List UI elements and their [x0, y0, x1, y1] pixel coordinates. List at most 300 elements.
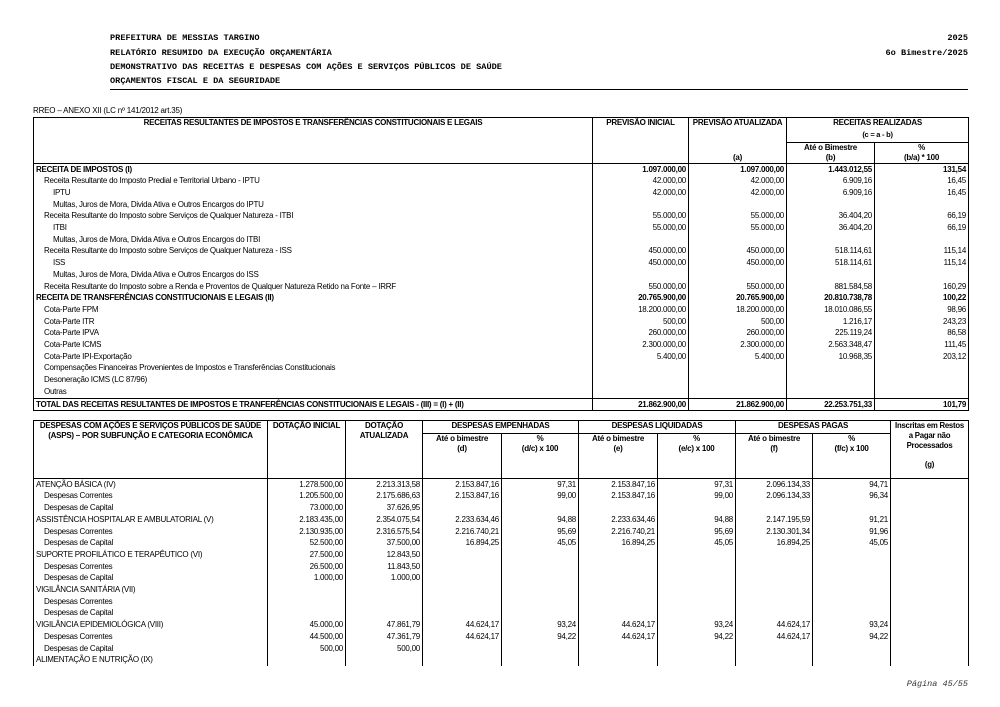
- liq-pct-header: [658, 433, 736, 478]
- table-row: [34, 607, 969, 619]
- table-row: [34, 526, 969, 538]
- row-label: RECEITA DE IMPOSTOS (I): [36, 164, 132, 174]
- row-value: 243,23: [875, 316, 969, 328]
- row-value: 518.114,61: [787, 257, 875, 269]
- row-value: 550.000,00: [593, 281, 689, 293]
- row-value: [423, 561, 502, 573]
- report-period: 6o Bimestre/2025: [885, 48, 968, 58]
- row-value: [891, 502, 969, 514]
- table-row: [34, 269, 969, 281]
- header-divider: [110, 89, 968, 90]
- row-value: 26.500,00: [268, 561, 346, 573]
- row-value: [891, 631, 969, 643]
- row-value: [658, 572, 736, 584]
- row-value: [593, 386, 689, 398]
- row-value: 16,45: [875, 175, 969, 187]
- row-value: 97,31: [658, 478, 736, 490]
- ate-bimestre-sub: (b): [825, 152, 836, 162]
- row-value: 500,00: [593, 316, 689, 328]
- row-value: [787, 362, 875, 374]
- row-value: 44.624,17: [423, 631, 502, 643]
- row-value: 99,00: [502, 490, 579, 502]
- row-value: 20.810.738,78: [787, 292, 875, 304]
- row-label: Despesas de Capital: [44, 608, 114, 618]
- row-value: [689, 269, 787, 281]
- row-value: 98,96: [875, 304, 969, 316]
- revenue-label-header-spacer: [34, 142, 593, 163]
- row-value: 16.894,25: [423, 537, 502, 549]
- revenue-label-header: RECEITAS RESULTANTES DE IMPOSTOS E TRANSFERÊNCIAS CONSTITUCIONAIS E LEGAIS: [143, 118, 483, 127]
- row-value: [891, 654, 969, 666]
- page-number: Página 45/55: [906, 679, 968, 689]
- row-value: 2.354.075,54: [346, 514, 423, 526]
- inscritas-label: Inscritas em Restos a Pagar não Processados: [895, 421, 964, 450]
- row-value: 94,22: [658, 631, 736, 643]
- row-value: [891, 584, 969, 596]
- row-value: 44.624,17: [736, 631, 813, 643]
- row-value: [875, 199, 969, 211]
- row-value: [346, 607, 423, 619]
- row-value: [593, 362, 689, 374]
- table-row: [34, 351, 969, 363]
- row-value: 111,45: [875, 339, 969, 351]
- row-value: 37.500,00: [346, 537, 423, 549]
- row-label: ALIMENTAÇÃO E NUTRIÇÃO (IX): [36, 655, 153, 665]
- row-value: 2.300.000,00: [593, 339, 689, 351]
- row-label: Despesas Correntes: [44, 596, 113, 606]
- row-value: [502, 502, 579, 514]
- row-value: 5.400,00: [593, 351, 689, 363]
- row-value: 94,88: [658, 514, 736, 526]
- row-value: [813, 572, 891, 584]
- row-value: [787, 269, 875, 281]
- table-row: [34, 292, 969, 304]
- row-value: 2.216.740,21: [579, 526, 658, 538]
- row-value: 20.765.900,00: [689, 292, 787, 304]
- row-label: Desoneração ICMS (LC 87/96): [44, 375, 148, 385]
- row-value: [502, 572, 579, 584]
- row-value: 500,00: [268, 643, 346, 655]
- row-value: 1.278.500,00: [268, 478, 346, 490]
- row-value: [658, 596, 736, 608]
- row-value: 44.624,17: [579, 619, 658, 631]
- row-value: 45,05: [658, 537, 736, 549]
- row-value: 2.153.847,16: [423, 490, 502, 502]
- table-row: [34, 316, 969, 328]
- row-value: 2.175.686,63: [346, 490, 423, 502]
- row-value: 91,21: [813, 514, 891, 526]
- row-value: [787, 374, 875, 386]
- row-value: [593, 234, 689, 246]
- table-row: [34, 514, 969, 526]
- row-value: 20.765.900,00: [593, 292, 689, 304]
- row-value: 55.000,00: [593, 210, 689, 222]
- row-value: 500,00: [689, 316, 787, 328]
- row-label: SUPORTE PROFILÁTICO E TERAPÊUTICO (VI): [36, 549, 203, 559]
- row-value: [502, 596, 579, 608]
- row-value: 18.200.000,00: [689, 304, 787, 316]
- row-value: 500,00: [346, 643, 423, 655]
- emp-ate-sub: (d): [457, 443, 467, 453]
- emp-ate-header: [423, 433, 502, 478]
- row-value: 160,29: [875, 281, 969, 293]
- row-value: 47.361,79: [346, 631, 423, 643]
- row-value: 5.400,00: [689, 351, 787, 363]
- pag-ate-sub: (f): [770, 443, 778, 453]
- row-value: 18.010.086,55: [787, 304, 875, 316]
- table-row: [34, 549, 969, 561]
- row-value: [423, 572, 502, 584]
- table-row: [34, 210, 969, 222]
- row-value: [891, 561, 969, 573]
- row-label: Despesas Correntes: [44, 526, 113, 536]
- row-label: ISS: [53, 258, 66, 268]
- row-value: 95,69: [658, 526, 736, 538]
- table-row: [34, 304, 969, 316]
- table-row: [34, 631, 969, 643]
- table-row: [34, 561, 969, 573]
- row-value: [423, 607, 502, 619]
- row-value: 45,05: [502, 537, 579, 549]
- row-value: 93,24: [658, 619, 736, 631]
- row-label: Despesas Correntes: [44, 631, 113, 641]
- row-value: [891, 537, 969, 549]
- row-value: [787, 199, 875, 211]
- realizadas-sub-header: (c = a - b): [787, 130, 969, 142]
- row-value: [579, 596, 658, 608]
- row-value: 94,71: [813, 478, 891, 490]
- row-label: Outras: [44, 386, 67, 396]
- row-value: [875, 234, 969, 246]
- row-value: [658, 549, 736, 561]
- realizadas-header: RECEITAS REALIZADAS: [787, 118, 969, 131]
- emp-pct-header: [502, 433, 579, 478]
- table-row: [34, 234, 969, 246]
- row-value: 21.862.900,00: [689, 398, 787, 411]
- row-value: 260.000,00: [593, 327, 689, 339]
- row-value: 36.404,20: [787, 222, 875, 234]
- row-value: [658, 607, 736, 619]
- row-label: Cota-Parte ITR: [44, 316, 95, 326]
- row-value: 94,88: [502, 514, 579, 526]
- row-value: 36.404,20: [787, 210, 875, 222]
- row-value: [891, 490, 969, 502]
- row-value: [787, 234, 875, 246]
- row-value: [579, 561, 658, 573]
- row-value: 73.000,00: [268, 502, 346, 514]
- row-value: [736, 596, 813, 608]
- report-year: 2025: [947, 33, 968, 43]
- pag-pct-label: %: [848, 433, 855, 443]
- row-value: [423, 643, 502, 655]
- row-value: 2.096.134,33: [736, 490, 813, 502]
- expense-label-header: DESPESAS COM AÇÕES E SERVIÇOS PÚBLICOS DE SAÚDE (ASPS) – POR SUBFUNÇÃO E CATEGORIA ECONÔMICA: [39, 421, 262, 440]
- row-value: 450.000,00: [593, 245, 689, 257]
- dot-atualizada-header: DOTAÇÃO ATUALIZADA: [346, 421, 423, 479]
- row-value: [502, 549, 579, 561]
- row-value: 16.894,25: [579, 537, 658, 549]
- table-row: [34, 281, 969, 293]
- table-row: [34, 654, 969, 666]
- row-value: [736, 502, 813, 514]
- row-label: Despesas Correntes: [44, 561, 113, 571]
- row-value: [891, 596, 969, 608]
- row-value: [736, 643, 813, 655]
- row-label: Despesas de Capital: [44, 503, 114, 513]
- row-value: 2.183.435,00: [268, 514, 346, 526]
- table-row: [34, 572, 969, 584]
- row-value: 27.500,00: [268, 549, 346, 561]
- row-value: 99,00: [658, 490, 736, 502]
- row-value: [813, 584, 891, 596]
- row-value: [891, 514, 969, 526]
- table-row: [34, 374, 969, 386]
- row-value: 94,22: [502, 631, 579, 643]
- annex-label: RREO – ANEXO XII (LC nº 141/2012 art.35): [33, 106, 183, 115]
- row-value: [736, 607, 813, 619]
- emp-pct-label: %: [536, 433, 544, 443]
- row-value: [658, 561, 736, 573]
- row-value: [813, 643, 891, 655]
- row-value: 16,45: [875, 187, 969, 199]
- table-row: [34, 619, 969, 631]
- row-value: [689, 386, 787, 398]
- ate-bimestre-header: [787, 142, 875, 163]
- table-row: [34, 537, 969, 549]
- liq-pct-sub: (e/c) x 100: [678, 443, 715, 453]
- row-value: 93,24: [813, 619, 891, 631]
- emp-ate-label: Até o bimestre: [435, 433, 489, 443]
- pag-pct-sub: (f/c) x 100: [834, 443, 869, 453]
- row-value: 1.000,00: [268, 572, 346, 584]
- row-value: 2.153.847,16: [579, 478, 658, 490]
- expense-table: [33, 420, 969, 666]
- row-value: 96,34: [813, 490, 891, 502]
- row-value: [579, 549, 658, 561]
- row-value: 44.624,17: [423, 619, 502, 631]
- row-value: [268, 607, 346, 619]
- municipality-name: PREFEITURA DE MESSIAS TARGINO: [110, 33, 260, 43]
- row-value: 131,54: [875, 163, 969, 175]
- row-value: 55.000,00: [593, 222, 689, 234]
- row-value: [593, 374, 689, 386]
- row-value: 6.909,16: [787, 187, 875, 199]
- row-value: [502, 643, 579, 655]
- pag-ate-label: Até o bimestre: [747, 433, 801, 443]
- row-label: Cota-Parte FPM: [44, 304, 99, 314]
- pct-label: %: [918, 142, 925, 152]
- row-value: [346, 596, 423, 608]
- table-row: [34, 187, 969, 199]
- row-value: 1.000,00: [346, 572, 423, 584]
- row-value: 2.300.000,00: [689, 339, 787, 351]
- row-value: [579, 607, 658, 619]
- row-value: 2.130.935,00: [268, 526, 346, 538]
- row-value: [891, 549, 969, 561]
- prev-atualizada-sub: (a): [689, 142, 787, 163]
- pct-sub: (b/a) * 100: [903, 152, 940, 162]
- row-value: [579, 643, 658, 655]
- row-value: 44.624,17: [736, 619, 813, 631]
- table-row: [34, 362, 969, 374]
- row-label: RECEITA DE TRANSFERÊNCIAS CONSTITUCIONAIS E LEGAIS (II): [36, 293, 274, 303]
- row-value: 550.000,00: [689, 281, 787, 293]
- row-label: IPTU: [53, 187, 71, 197]
- row-value: [891, 607, 969, 619]
- table-row: [34, 643, 969, 655]
- row-label: VIGILÂNCIA SANITÁRIA (VII): [36, 585, 136, 595]
- row-value: [813, 502, 891, 514]
- row-value: [875, 386, 969, 398]
- row-value: 225.119,24: [787, 327, 875, 339]
- row-label: TOTAL DAS RECEITAS RESULTANTES DE IMPOSTOS E TRANFERÊNCIAS CONSTITUCIONAIS E LEGAIS - (III) = (I) + (II): [36, 399, 464, 409]
- row-value: [689, 234, 787, 246]
- row-label: Cota-Parte ICMS: [44, 340, 102, 350]
- liq-ate-label: Até o bimestre: [591, 433, 645, 443]
- row-value: 55.000,00: [689, 210, 787, 222]
- table-row: [34, 245, 969, 257]
- row-label: Despesas de Capital: [44, 538, 114, 548]
- row-value: 97,31: [502, 478, 579, 490]
- row-value: 450.000,00: [689, 257, 787, 269]
- row-value: [268, 596, 346, 608]
- row-value: 2.096.134,33: [736, 478, 813, 490]
- row-label: Despesas de Capital: [44, 573, 114, 583]
- row-value: 2.147.195,59: [736, 514, 813, 526]
- row-value: [787, 386, 875, 398]
- row-value: 94,22: [813, 631, 891, 643]
- dot-inicial-header: DOTAÇÃO INICIAL: [268, 421, 346, 479]
- table-row: [34, 584, 969, 596]
- row-value: [736, 561, 813, 573]
- row-value: [502, 654, 579, 666]
- prev-atualizada-header: PREVISÃO ATUALIZADA: [689, 118, 787, 143]
- row-value: [593, 269, 689, 281]
- report-title: RELATÓRIO RESUMIDO DA EXECUÇÃO ORÇAMENTÁRIA: [110, 48, 332, 58]
- table-row: [34, 199, 969, 211]
- row-value: 11.843,50: [346, 561, 423, 573]
- row-value: 47.861,79: [346, 619, 423, 631]
- row-value: 21.862.900,00: [593, 398, 689, 411]
- row-value: 6.909,16: [787, 175, 875, 187]
- prev-inicial-header: PREVISÃO INICIAL: [593, 118, 689, 143]
- pct-header: [875, 142, 969, 163]
- row-value: 42.000,00: [689, 175, 787, 187]
- row-value: 2.233.634,46: [423, 514, 502, 526]
- row-label: ASSISTÊNCIA HOSPITALAR E AMBULATORIAL (V): [36, 514, 214, 524]
- row-value: 1.443.012,55: [787, 163, 875, 175]
- row-value: 115,14: [875, 257, 969, 269]
- row-label: Compensações Financeiras Provenientes de Impostos e Transferências Constitucionais: [44, 363, 336, 373]
- row-value: 93,24: [502, 619, 579, 631]
- row-value: 2.153.847,16: [579, 490, 658, 502]
- row-value: [423, 654, 502, 666]
- row-value: [423, 584, 502, 596]
- row-label: Receita Resultante do Imposto sobre Serviços de Qualquer Natureza - ISS: [44, 246, 292, 256]
- row-value: 1.097.000,00: [593, 163, 689, 175]
- row-value: 42.000,00: [689, 187, 787, 199]
- liq-ate-header: [579, 433, 658, 478]
- row-value: [875, 362, 969, 374]
- row-label: Receita Resultante do Imposto Predial e Territorial Urbano - IPTU: [44, 176, 260, 186]
- row-label: Multas, Juros de Mora, Divida Ativa e Outros Encargos do IPTU: [53, 199, 264, 209]
- row-value: 45,05: [813, 537, 891, 549]
- row-value: [658, 643, 736, 655]
- row-value: 12.843,50: [346, 549, 423, 561]
- row-value: 42.000,00: [593, 175, 689, 187]
- row-value: [891, 572, 969, 584]
- row-value: [502, 607, 579, 619]
- row-value: 2.130.301,34: [736, 526, 813, 538]
- table-row: [34, 327, 969, 339]
- row-value: [813, 654, 891, 666]
- row-label: Despesas de Capital: [44, 643, 114, 653]
- table-row: [34, 163, 969, 175]
- row-value: [423, 596, 502, 608]
- row-value: 1.097.000,00: [689, 163, 787, 175]
- row-value: 66,19: [875, 222, 969, 234]
- row-label: Cota-Parte IPI-Exportação: [44, 351, 132, 361]
- row-label: Receita Resultante do Imposto sobre a Renda e Proventos de Qualquer Natureza Retido na Fonte – IRRF: [44, 281, 396, 291]
- row-value: [891, 619, 969, 631]
- prev-inicial-header-spacer: [593, 142, 689, 163]
- row-value: 10.968,35: [787, 351, 875, 363]
- row-value: 260.000,00: [689, 327, 787, 339]
- row-label: Receita Resultante do Imposto sobre Serviços de Qualquer Natureza - ITBI: [44, 211, 294, 221]
- liq-ate-sub: (e): [613, 443, 623, 453]
- row-value: [658, 584, 736, 596]
- row-value: [658, 502, 736, 514]
- table-row: [34, 478, 969, 490]
- row-value: 518.114,61: [787, 245, 875, 257]
- row-value: 44.500,00: [268, 631, 346, 643]
- table-row: [34, 339, 969, 351]
- row-value: [875, 374, 969, 386]
- statement-title: DEMONSTRATIVO DAS RECEITAS E DESPESAS COM AÇÕES E SERVIÇOS PÚBLICOS DE SAÚDE: [110, 62, 502, 72]
- table-row: [34, 490, 969, 502]
- emp-pct-sub: (d/c) x 100: [521, 443, 559, 453]
- row-value: 100,22: [875, 292, 969, 304]
- row-value: [346, 654, 423, 666]
- row-value: 16.894,25: [736, 537, 813, 549]
- row-value: [579, 584, 658, 596]
- row-label: Cota-Parte IPVA: [44, 328, 99, 338]
- row-value: [875, 269, 969, 281]
- row-value: [268, 584, 346, 596]
- empenhadas-header: DESPESAS EMPENHADAS: [423, 421, 579, 434]
- row-value: [346, 584, 423, 596]
- inscritas-sub: (g): [924, 460, 935, 469]
- row-value: [502, 584, 579, 596]
- row-value: 2.213.313,58: [346, 478, 423, 490]
- pag-pct-header: [813, 433, 891, 478]
- row-value: 86,58: [875, 327, 969, 339]
- liq-pct-label: %: [693, 433, 700, 443]
- row-value: [736, 584, 813, 596]
- row-value: [689, 374, 787, 386]
- row-value: 2.233.634,46: [579, 514, 658, 526]
- row-value: [891, 478, 969, 490]
- liquidadas-header: DESPESAS LIQUIDADAS: [579, 421, 736, 434]
- row-value: [689, 362, 787, 374]
- table-row: [34, 596, 969, 608]
- row-value: 45.000,00: [268, 619, 346, 631]
- row-value: 203,12: [875, 351, 969, 363]
- row-label: ITBI: [53, 223, 67, 233]
- row-label: ATENÇÃO BÁSICA (IV): [34, 478, 268, 490]
- row-value: 18.200.000,00: [593, 304, 689, 316]
- row-value: [736, 654, 813, 666]
